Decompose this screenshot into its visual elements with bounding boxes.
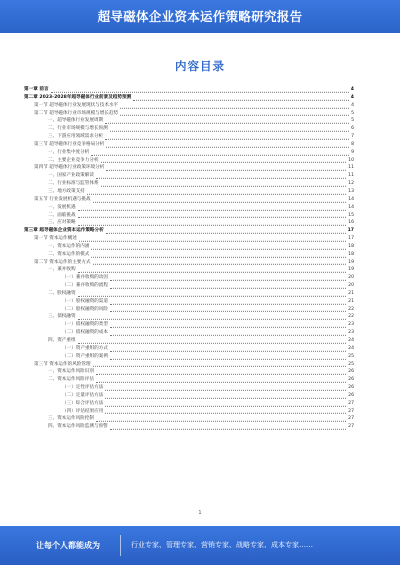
toc-entry[interactable] (24, 110, 354, 118)
toc-entry-text: （一）定性评估方法 (62, 385, 104, 391)
toc-entry-page: 5 (351, 118, 354, 124)
toc-leader-dots (93, 197, 347, 202)
toc-entry-text: 三、下游应用领域需求分析 (48, 134, 104, 140)
toc-entry-page: 27 (348, 408, 354, 414)
toc-leader-dots (105, 119, 349, 124)
toc-entry-text: （一）兼并收购的动因 (62, 275, 108, 281)
toc-entry-text: 二、面临挑战 (48, 212, 76, 218)
toc-entry[interactable] (24, 392, 354, 400)
toc-entry-page: 26 (348, 377, 354, 383)
toc-leader-dots (110, 331, 346, 336)
toc-entry-page: 24 (348, 338, 354, 343)
toc-leader-dots (105, 401, 346, 406)
toc-entry-page: 23 (348, 322, 354, 328)
toc-entry[interactable] (24, 384, 354, 392)
toc-entry[interactable] (24, 196, 354, 204)
toc-leader-dots (101, 182, 347, 187)
toc-entry[interactable] (24, 376, 354, 384)
toc-entry-page: 18 (348, 251, 354, 257)
toc-entry-page: 17 (347, 228, 354, 234)
toc-entry[interactable] (24, 321, 354, 329)
toc-leader-dots (105, 386, 346, 391)
toc-entry-page: 11 (348, 173, 354, 179)
toc-entry-page: 19 (348, 267, 354, 273)
toc-entry-text: （二）资产重组的案例 (62, 353, 108, 359)
toc-entry-text: 第四节 超导磁体行业政策环境分析 (34, 165, 105, 171)
toc-entry-text: 四、资产重组 (48, 338, 76, 343)
toc-entry-text: （二）债权融资的成本 (62, 330, 108, 336)
toc-entry-page: 26 (348, 369, 354, 375)
toc-entry-page: 21 (348, 290, 354, 296)
toc-entry-page: 25 (348, 353, 354, 359)
toc-entry-text: 一、超导磁体行业发展周期 (48, 118, 104, 124)
toc-entry[interactable] (24, 259, 354, 267)
toc-entry-page: 27 (348, 416, 354, 422)
toc-entry-page: 25 (348, 361, 354, 367)
footer-divider (120, 535, 121, 556)
toc-entry-text: 二、资本运作的模式 (48, 251, 90, 257)
toc-entry-page: 16 (348, 220, 354, 226)
toc-leader-dots (106, 229, 346, 234)
toc-entry-text: 二、行业市场规模与增长预测 (48, 126, 108, 132)
toc-entry-page: 7 (351, 134, 354, 140)
toc-entry-text: （一）股权融资的渠道 (62, 298, 108, 304)
toc-entry-page: 22 (348, 314, 354, 320)
toc-entry-text: （一）债权融资的类型 (62, 322, 108, 328)
toc-entry[interactable] (24, 274, 354, 282)
toc-leader-dots (91, 252, 346, 257)
toc-leader-dots (106, 166, 346, 171)
toc-entry-text: （二）兼并收购的流程 (62, 283, 108, 289)
toc-entry[interactable] (24, 219, 354, 227)
toc-entry[interactable] (24, 345, 354, 353)
toc-leader-dots (110, 299, 346, 304)
toc-entry[interactable] (24, 157, 354, 165)
toc-entry[interactable] (24, 117, 354, 125)
page-number: 1 (198, 510, 202, 516)
toc-entry-page: 4 (350, 94, 354, 100)
toc-entry-text: 一、兼并收购 (48, 267, 76, 273)
toc-leader-dots (91, 245, 346, 250)
toc-leader-dots (96, 174, 346, 179)
toc-entry[interactable] (24, 188, 354, 196)
toc-entry-page: 4 (350, 87, 354, 92)
toc-entry[interactable] (24, 400, 354, 408)
toc-leader-dots (78, 205, 347, 210)
toc-entry-page: 4 (351, 102, 354, 108)
toc-entry-text: （二）定量评估方法 (62, 392, 104, 398)
toc-entry-page: 27 (348, 424, 354, 430)
toc-leader-dots (110, 346, 346, 351)
toc-leader-dots (133, 95, 349, 100)
toc-entry-text: 第五节 行业发展机遇与挑战 (34, 196, 91, 202)
toc-entry-text: 第三节 超导磁体行业竞争格局分析 (34, 141, 105, 147)
table-of-contents (24, 86, 354, 431)
toc-leader-dots (106, 143, 349, 148)
toc-entry-text: 第二章 2023-2028年超导磁体行业前景及趋势预测 (24, 94, 132, 100)
toc-leader-dots (51, 88, 349, 93)
toc-entry[interactable] (24, 86, 354, 94)
toc-entry[interactable] (24, 415, 354, 423)
toc-entry-page: 9 (351, 149, 354, 155)
toc-entry-page: 5 (351, 110, 354, 116)
toc-leader-dots (105, 394, 346, 399)
toc-leader-dots (110, 127, 349, 132)
footer-banner (0, 526, 400, 565)
toc-entry[interactable] (24, 133, 354, 141)
toc-leader-dots (110, 425, 346, 430)
toc-entry-page: 12 (348, 181, 354, 187)
toc-entry-text: 第二节 超导磁体行业市场规模与增长趋势 (34, 110, 119, 116)
toc-entry-text: 三、应对策略 (48, 220, 76, 226)
toc-entry[interactable] (24, 172, 354, 180)
toc-leader-dots (87, 190, 346, 195)
toc-entry-page: 20 (348, 283, 354, 289)
toc-leader-dots (96, 370, 346, 375)
toc-entry-page: 18 (348, 243, 354, 249)
toc-entry-page: 15 (348, 212, 354, 218)
toc-entry-page: 6 (351, 126, 354, 132)
toc-entry[interactable] (24, 204, 354, 212)
toc-entry[interactable] (24, 290, 354, 298)
toc-entry[interactable] (24, 102, 354, 110)
toc-leader-dots (110, 354, 346, 359)
toc-entry-text: 第一节 超导磁体行业发展现状与技术水平 (34, 102, 119, 108)
toc-leader-dots (78, 213, 347, 218)
toc-entry[interactable] (24, 329, 354, 337)
toc-entry-page: 24 (348, 345, 354, 351)
toc-entry-page: 13 (348, 188, 354, 194)
toc-entry[interactable] (24, 243, 354, 251)
toc-entry-text: 一、行业集中度分析 (48, 149, 90, 155)
toc-entry[interactable] (24, 266, 354, 274)
toc-leader-dots (105, 135, 349, 140)
toc-entry-text: 第三章 超导磁体企业资本运作策略分析 (24, 228, 104, 234)
toc-leader-dots (79, 237, 346, 242)
toc-entry-text: 第三节 资本运作的风险管理 (34, 361, 91, 367)
toc-leader-dots (110, 323, 346, 328)
toc-entry-text: 四、资本运作风险监测与预警 (48, 424, 108, 430)
toc-entry[interactable] (24, 298, 354, 306)
toc-leader-dots (91, 150, 349, 155)
toc-entry[interactable] (24, 235, 354, 243)
toc-entry-page: 14 (348, 204, 354, 210)
toc-entry-text: 二、股权融资 (48, 290, 76, 296)
toc-entry-text: （二）股权融资的风险 (62, 306, 108, 312)
toc-entry-page: 21 (348, 298, 354, 304)
toc-entry-text: 二、资本运作风险评估 (48, 377, 94, 383)
toc-entry[interactable] (24, 306, 354, 314)
toc-entry[interactable] (24, 141, 354, 149)
toc-entry[interactable] (24, 164, 354, 172)
toc-entry[interactable] (24, 149, 354, 157)
toc-entry-page: 26 (348, 385, 354, 391)
toc-entry[interactable] (24, 227, 354, 235)
toc-entry[interactable] (24, 353, 354, 361)
toc-leader-dots (96, 378, 346, 383)
toc-entry-text: 一、资本运作风险识别 (48, 369, 94, 375)
toc-entry-text: 三、债权融资 (48, 314, 76, 320)
header-banner (0, 0, 400, 33)
toc-leader-dots (93, 362, 347, 367)
toc-entry[interactable] (24, 180, 354, 188)
toc-entry-page: 17 (348, 236, 354, 242)
toc-leader-dots (78, 268, 347, 273)
toc-entry-page: 20 (348, 275, 354, 281)
toc-entry-page: 27 (348, 400, 354, 406)
toc-entry-page: 10 (348, 157, 354, 163)
toc-entry[interactable] (24, 125, 354, 133)
toc-entry[interactable] (24, 313, 354, 321)
toc-leader-dots (110, 276, 346, 281)
toc-entry-page: 19 (348, 259, 354, 265)
toc-leader-dots (120, 103, 349, 108)
toc-entry-page: 11 (348, 165, 354, 171)
toc-entry[interactable] (24, 423, 354, 431)
toc-entry-page: 14 (348, 196, 354, 202)
toc-title: 内容目录 (175, 59, 225, 73)
toc-entry-page: 8 (351, 141, 354, 147)
toc-entry[interactable] (24, 408, 354, 416)
toc-entry-text: 一、资本运作的内涵 (48, 243, 90, 249)
toc-leader-dots (78, 339, 347, 344)
toc-leader-dots (120, 111, 349, 116)
toc-entry-page: 22 (348, 306, 354, 312)
toc-entry-text: 第一章 前言 (24, 87, 49, 92)
toc-entry-text: 二、主要企业竞争力分析 (48, 157, 99, 163)
toc-entry-text: 一、发展机遇 (48, 204, 76, 210)
toc-entry-text: 三、地方政策支持 (48, 188, 85, 194)
toc-leader-dots (101, 158, 347, 163)
toc-leader-dots (96, 417, 346, 422)
toc-entry[interactable] (24, 337, 354, 345)
toc-entry[interactable] (24, 94, 354, 102)
toc-entry-text: 三、资本运作风险控制 (48, 416, 94, 422)
toc-entry-text: 一、国家产业政策解读 (48, 173, 94, 179)
toc-entry-text: 二、行业标准与监管体系 (48, 181, 99, 187)
toc-entry-text: （三）综合评估方法 (62, 400, 104, 406)
toc-entry[interactable] (24, 282, 354, 290)
toc-leader-dots (78, 221, 347, 226)
footer-slogan: 让每个人都能成为 (36, 541, 100, 550)
toc-entry[interactable] (24, 212, 354, 220)
toc-leader-dots (110, 307, 346, 312)
toc-entry-text: （四）评估结果应用 (62, 408, 104, 414)
toc-entry-text: 第一节 资本运作概述 (34, 236, 77, 242)
toc-leader-dots (78, 315, 347, 320)
toc-entry-page: 26 (348, 392, 354, 398)
toc-leader-dots (110, 284, 346, 289)
footer-tagline: 行业专家、管理专家、营销专家、战略专家、成本专家…… (131, 541, 313, 549)
report-title: 超导磁体企业资本运作策略研究报告 (97, 9, 303, 24)
toc-entry-text: （一）资产重组的方式 (62, 345, 108, 351)
toc-entry[interactable] (24, 368, 354, 376)
toc-entry[interactable] (24, 251, 354, 259)
toc-entry[interactable] (24, 361, 354, 369)
toc-entry-page: 23 (348, 330, 354, 336)
toc-entry-text: 第二节 资本运作的主要方式 (34, 259, 91, 265)
toc-leader-dots (105, 409, 346, 414)
toc-leader-dots (78, 292, 347, 297)
toc-leader-dots (93, 260, 347, 265)
